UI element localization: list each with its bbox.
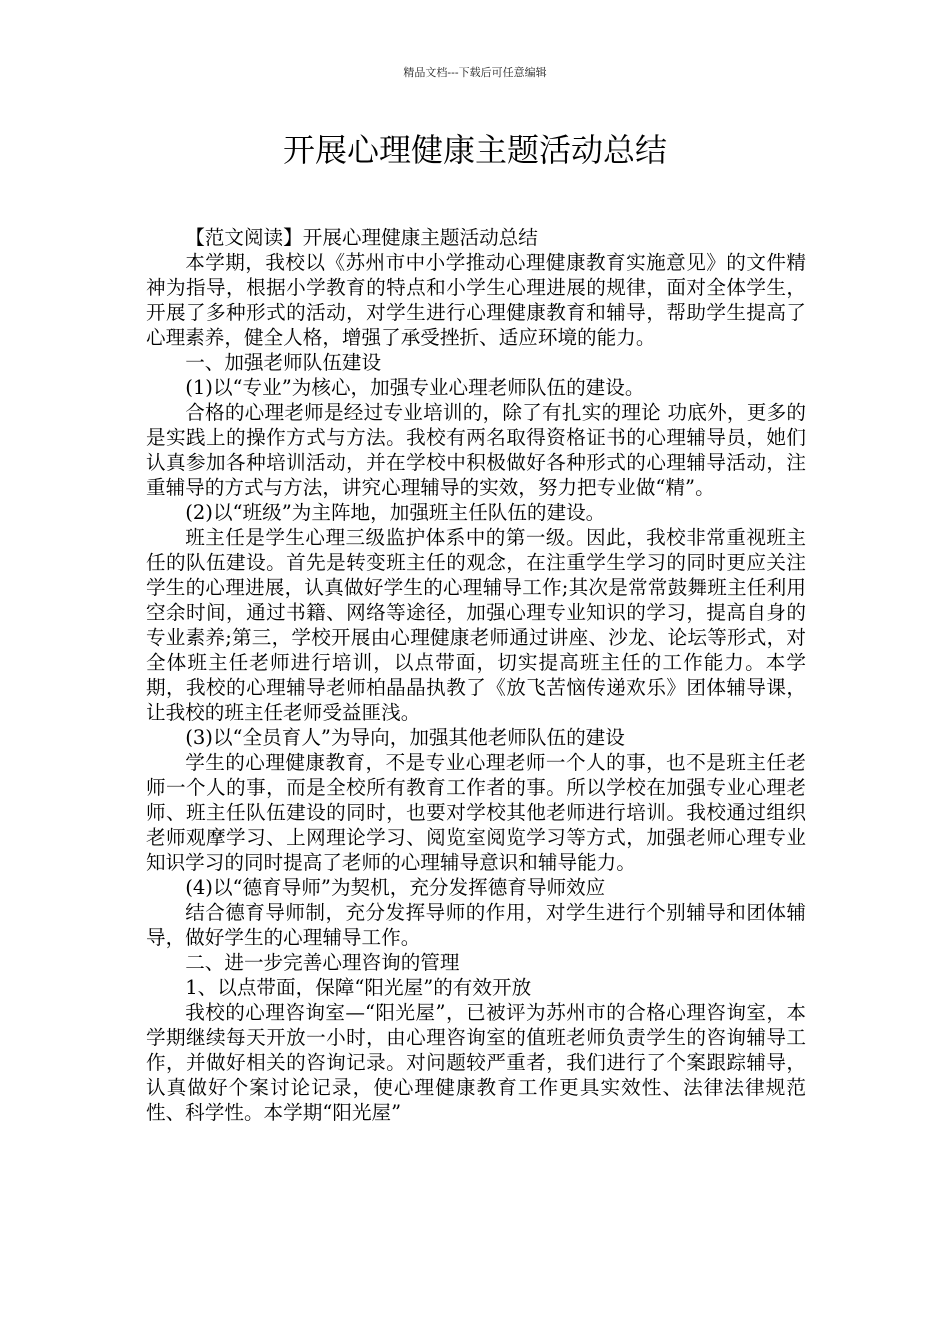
section-heading-1: 一、加强老师队伍建设 xyxy=(185,351,382,374)
subsection-heading-2: (2)以“班级”为主阵地，加强班主任队伍的建设。 xyxy=(185,501,606,524)
document-title: 开展心理健康主题活动总结 xyxy=(282,131,667,169)
paragraph: 合格的心理老师是经过专业培训的，除了有扎实的理论 功底外，更多的是实践上的操作方式与方法。我校有两名取得资格证书的心理辅导员，她们认真参加各种培训活动，并在学校中积极做好各种形式的心理辅导活动，注重辅导的方式与方法，讲究心理辅导的实效，努力把专业做“精”。 xyxy=(146,401,806,499)
subsection-heading-4: (4)以“德育导师”为契机，充分发挥德育导师效应 xyxy=(185,876,606,899)
paragraph: 我校的心理咨询室—“阳光屋”，已被评为苏州市的合格心理咨询室，本学期继续每天开放一小时，由心理咨询室的值班老师负责学生的咨询辅导工作，并做好相关的咨询记录。对问题较严重者，我们进行了个案跟踪辅导，认真做好个案讨论记录，使心理健康教育工作更具实效性、法律法律规范性、科学性。本学期“阳光屋” xyxy=(146,1001,806,1124)
subsection-heading-3: (3)以“全员育人”为导向，加强其他老师队伍的建设 xyxy=(185,726,625,749)
subsection-heading-5: 1、以点带面，保障“阳光屋”的有效开放 xyxy=(185,976,532,999)
section-heading-2: 二、进一步完善心理咨询的管理 xyxy=(185,951,460,974)
document-body xyxy=(146,225,806,1125)
paragraph-intro: 本学期，我校以《苏州市中小学推动心理健康教育实施意见》的文件精神为指导，根据小学教育的特点和小学生心理进展的规律，面对全体学生，开展了多种形式的活动，对学生进行心理健康教育和辅导，帮助学生提高了心理素养，健全人格，增强了承受挫折、适应环境的能力。 xyxy=(146,251,806,349)
header-note: 精品文档---下载后可任意编辑 xyxy=(403,66,547,79)
paragraph-reading-label: 【范文阅读】开展心理健康主题活动总结 xyxy=(185,226,538,249)
paragraph: 结合德育导师制，充分发挥导师的作用，对学生进行个别辅导和团体辅导，做好学生的心理辅导工作。 xyxy=(146,901,806,949)
paragraph: 学生的心理健康教育，不是专业心理老师一个人的事，也不是班主任老师一个人的事，而是全校所有教育工作者的事。所以学校在加强专业心理老师、班主任队伍建设的同时，也要对学校其他老师进行培训。我校通过组织老师观摩学习、上网理论学习、阅览室阅览学习等方式，加强老师心理专业知识学习的同时提高了老师的心理辅导意识和辅导能力。 xyxy=(146,751,806,874)
paragraph: 班主任是学生心理三级监护体系中的第一级。因此，我校非常重视班主任的队伍建设。首先是转变班主任的观念，在注重学生学习的同时更应关注学生的心理进展，认真做好学生的心理辅导工作;其次是常常鼓舞班主任利用空余时间，通过书籍、网络等途径，加强心理专业知识的学习，提高自身的专业素养;第三，学校开展由心理健康老师通过讲座、沙龙、论坛等形式，对全体班主任老师进行培训，以点带面，切实提高班主任的工作能力。本学期，我校的心理辅导老师柏晶晶执教了《放飞苦恼传递欢乐》团体辅导课，让我校的班主任老师受益匪浅。 xyxy=(146,526,806,724)
subsection-heading-1: (1)以“专业”为核心，加强专业心理老师队伍的建设。 xyxy=(185,376,645,399)
